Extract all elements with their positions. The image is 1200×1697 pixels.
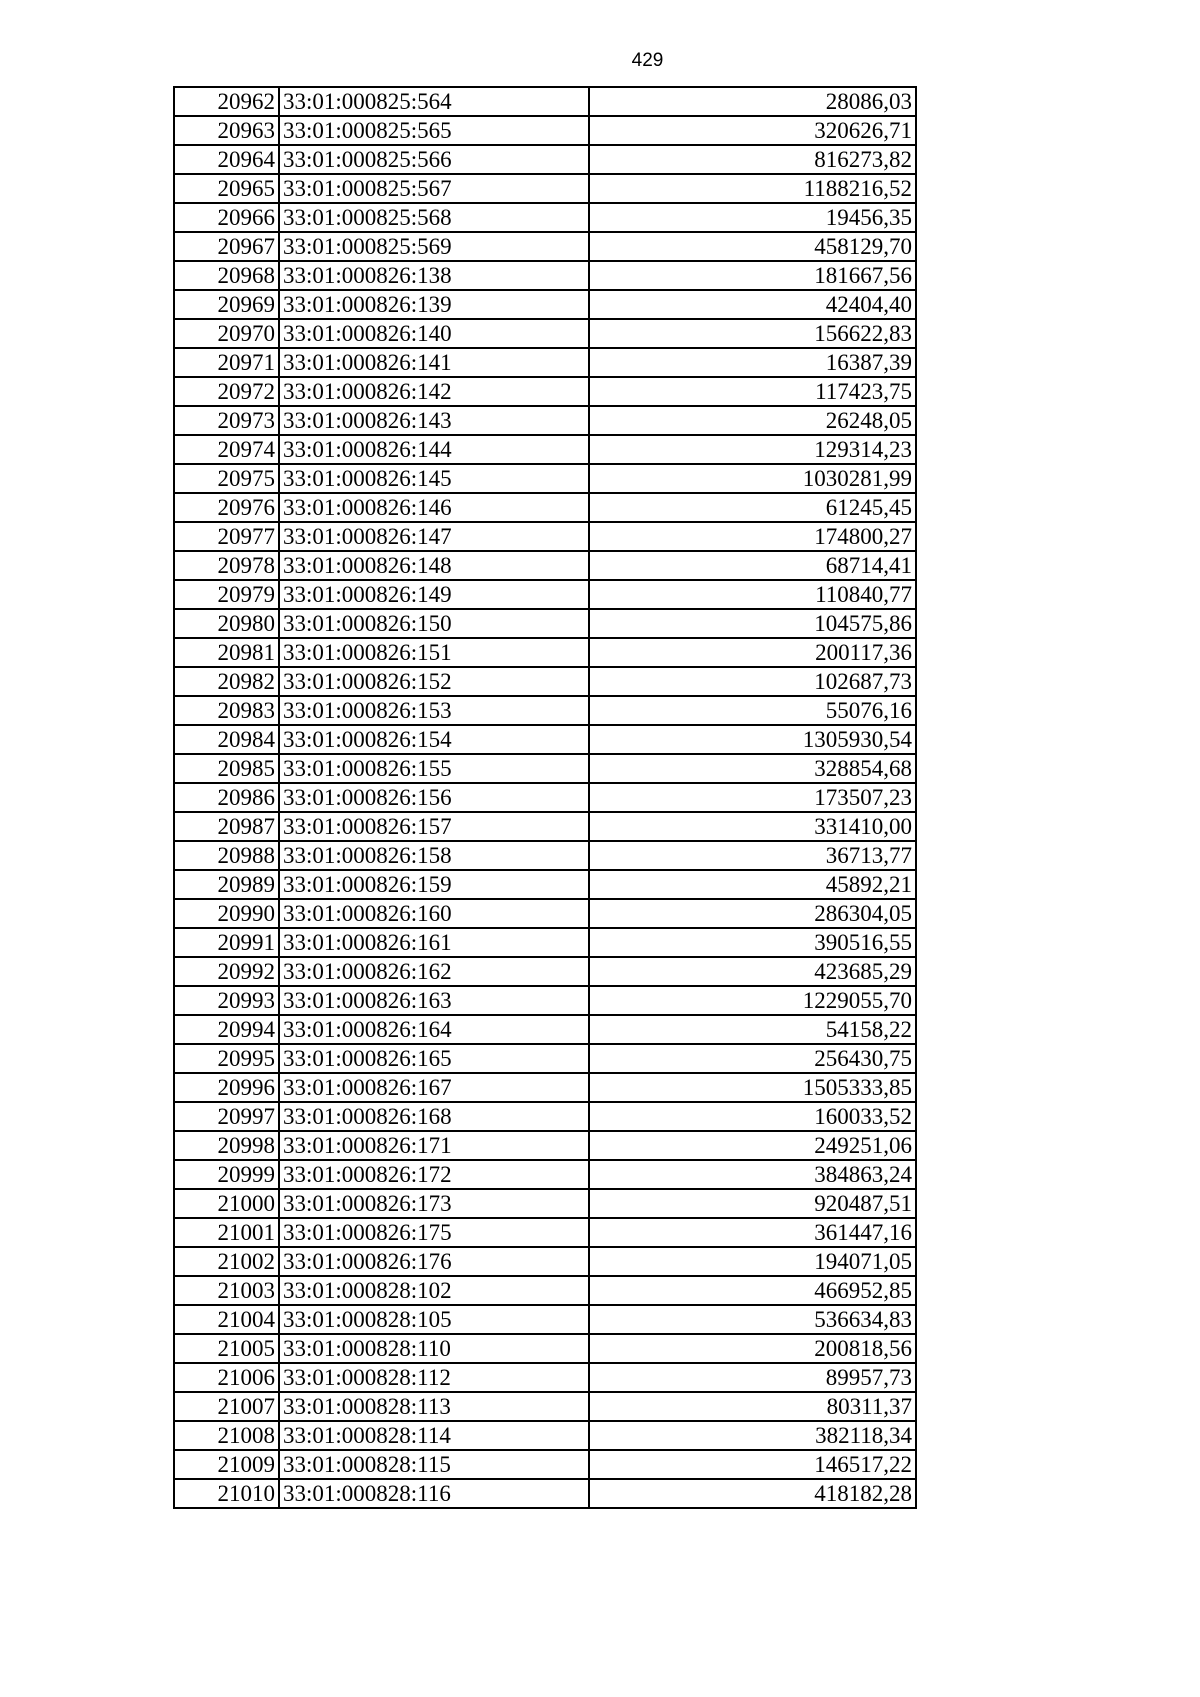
cadastral-number: 33:01:000826:167 [279, 1073, 589, 1102]
row-number: 21003 [174, 1276, 279, 1305]
row-number: 20995 [174, 1044, 279, 1073]
row-number: 21010 [174, 1479, 279, 1508]
row-number: 21002 [174, 1247, 279, 1276]
row-number: 20964 [174, 145, 279, 174]
cadastral-value: 256430,75 [589, 1044, 916, 1073]
cadastral-number: 33:01:000826:171 [279, 1131, 589, 1160]
table-row [174, 1102, 916, 1131]
table-row [174, 1305, 916, 1334]
cadastral-number: 33:01:000828:105 [279, 1305, 589, 1334]
table-row [174, 580, 916, 609]
cadastral-value: 200117,36 [589, 638, 916, 667]
cadastral-value: 384863,24 [589, 1160, 916, 1189]
row-number: 20996 [174, 1073, 279, 1102]
table-row [174, 203, 916, 232]
cadastral-value: 361447,16 [589, 1218, 916, 1247]
row-number: 21005 [174, 1334, 279, 1363]
cadastral-value: 54158,22 [589, 1015, 916, 1044]
table-row [174, 261, 916, 290]
table-row [174, 667, 916, 696]
cadastral-value: 382118,34 [589, 1421, 916, 1450]
cadastral-number: 33:01:000826:155 [279, 754, 589, 783]
row-number: 21006 [174, 1363, 279, 1392]
row-number: 20977 [174, 522, 279, 551]
cadastral-value: 466952,85 [589, 1276, 916, 1305]
row-number: 21001 [174, 1218, 279, 1247]
cadastral-value: 320626,71 [589, 116, 916, 145]
cadastral-value: 26248,05 [589, 406, 916, 435]
cadastral-value: 194071,05 [589, 1247, 916, 1276]
table-row [174, 1363, 916, 1392]
cadastral-value: 36713,77 [589, 841, 916, 870]
cadastral-value: 104575,86 [589, 609, 916, 638]
cadastral-value: 156622,83 [589, 319, 916, 348]
row-number: 20978 [174, 551, 279, 580]
row-number: 20983 [174, 696, 279, 725]
table-row [174, 841, 916, 870]
table-row [174, 928, 916, 957]
cadastral-number: 33:01:000826:146 [279, 493, 589, 522]
table-row [174, 899, 916, 928]
cadastral-value: 390516,55 [589, 928, 916, 957]
cadastral-value: 458129,70 [589, 232, 916, 261]
cadastral-number: 33:01:000826:165 [279, 1044, 589, 1073]
cadastral-value: 89957,73 [589, 1363, 916, 1392]
cadastral-value: 1305930,54 [589, 725, 916, 754]
cadastral-number: 33:01:000826:139 [279, 290, 589, 319]
cadastral-value: 200818,56 [589, 1334, 916, 1363]
row-number: 20962 [174, 87, 279, 116]
row-number: 20982 [174, 667, 279, 696]
cadastral-number: 33:01:000825:569 [279, 232, 589, 261]
cadastral-number: 33:01:000826:158 [279, 841, 589, 870]
table-row [174, 406, 916, 435]
row-number: 20988 [174, 841, 279, 870]
table-row [174, 986, 916, 1015]
row-number: 20967 [174, 232, 279, 261]
table-row [174, 1218, 916, 1247]
cadastral-number: 33:01:000826:172 [279, 1160, 589, 1189]
cadastral-value: 45892,21 [589, 870, 916, 899]
row-number: 20963 [174, 116, 279, 145]
cadastral-value: 61245,45 [589, 493, 916, 522]
row-number: 21009 [174, 1450, 279, 1479]
row-number: 20989 [174, 870, 279, 899]
cadastral-value: 328854,68 [589, 754, 916, 783]
cadastral-number: 33:01:000826:161 [279, 928, 589, 957]
table-row [174, 1189, 916, 1218]
cadastral-value: 173507,23 [589, 783, 916, 812]
cadastral-value: 80311,37 [589, 1392, 916, 1421]
row-number: 20969 [174, 290, 279, 319]
row-number: 20981 [174, 638, 279, 667]
row-number: 20987 [174, 812, 279, 841]
cadastral-number: 33:01:000826:175 [279, 1218, 589, 1247]
table-row [174, 1479, 916, 1508]
cadastral-value: 920487,51 [589, 1189, 916, 1218]
table-row [174, 957, 916, 986]
cadastral-number: 33:01:000825:565 [279, 116, 589, 145]
cadastral-number: 33:01:000826:148 [279, 551, 589, 580]
cadastral-number: 33:01:000826:153 [279, 696, 589, 725]
row-number: 20997 [174, 1102, 279, 1131]
cadastral-number: 33:01:000826:141 [279, 348, 589, 377]
cadastral-number: 33:01:000825:564 [279, 87, 589, 116]
cadastral-value: 418182,28 [589, 1479, 916, 1508]
cadastral-number: 33:01:000826:142 [279, 377, 589, 406]
row-number: 20968 [174, 261, 279, 290]
table-row [174, 1131, 916, 1160]
cadastral-value: 1505333,85 [589, 1073, 916, 1102]
table-row [174, 812, 916, 841]
row-number: 20990 [174, 899, 279, 928]
cadastral-number: 33:01:000826:138 [279, 261, 589, 290]
cadastral-number: 33:01:000826:164 [279, 1015, 589, 1044]
cadastral-number: 33:01:000826:159 [279, 870, 589, 899]
row-number: 20966 [174, 203, 279, 232]
cadastral-value: 286304,05 [589, 899, 916, 928]
table-row [174, 174, 916, 203]
table-row [174, 464, 916, 493]
table-row [174, 87, 916, 116]
cadastral-number: 33:01:000825:567 [279, 174, 589, 203]
row-number: 20994 [174, 1015, 279, 1044]
table-row [174, 551, 916, 580]
cadastral-value: 68714,41 [589, 551, 916, 580]
cadastral-number: 33:01:000826:157 [279, 812, 589, 841]
row-number: 20999 [174, 1160, 279, 1189]
table-row [174, 725, 916, 754]
table-row [174, 1015, 916, 1044]
table-row [174, 116, 916, 145]
cadastral-number: 33:01:000828:113 [279, 1392, 589, 1421]
cadastral-value: 42404,40 [589, 290, 916, 319]
cadastral-value: 536634,83 [589, 1305, 916, 1334]
page-number: 429 [631, 50, 664, 71]
cadastral-value: 1030281,99 [589, 464, 916, 493]
row-number: 20985 [174, 754, 279, 783]
table-row [174, 290, 916, 319]
table-row [174, 1247, 916, 1276]
cadastral-number: 33:01:000828:115 [279, 1450, 589, 1479]
table-row [174, 1073, 916, 1102]
cadastral-number: 33:01:000826:152 [279, 667, 589, 696]
table-row [174, 1334, 916, 1363]
table-row [174, 377, 916, 406]
cadastral-value: 102687,73 [589, 667, 916, 696]
table-row [174, 1450, 916, 1479]
table-row [174, 754, 916, 783]
cadastral-number: 33:01:000826:162 [279, 957, 589, 986]
cadastral-number: 33:01:000826:154 [279, 725, 589, 754]
row-number: 20974 [174, 435, 279, 464]
row-number: 20984 [174, 725, 279, 754]
table-row [174, 696, 916, 725]
cadastral-number: 33:01:000826:173 [279, 1189, 589, 1218]
row-number: 20975 [174, 464, 279, 493]
cadastral-value: 19456,35 [589, 203, 916, 232]
cadastral-value: 55076,16 [589, 696, 916, 725]
cadastral-value: 129314,23 [589, 435, 916, 464]
row-number: 20972 [174, 377, 279, 406]
table-row [174, 493, 916, 522]
row-number: 21004 [174, 1305, 279, 1334]
cadastral-number: 33:01:000826:140 [279, 319, 589, 348]
table-row [174, 522, 916, 551]
cadastral-value: 117423,75 [589, 377, 916, 406]
cadastral-value: 160033,52 [589, 1102, 916, 1131]
row-number: 20998 [174, 1131, 279, 1160]
cadastral-value-table [173, 86, 917, 1509]
table-row [174, 1044, 916, 1073]
table-row [174, 1392, 916, 1421]
table-row [174, 319, 916, 348]
cadastral-number: 33:01:000826:150 [279, 609, 589, 638]
cadastral-number: 33:01:000826:160 [279, 899, 589, 928]
cadastral-number: 33:01:000826:143 [279, 406, 589, 435]
cadastral-number: 33:01:000826:156 [279, 783, 589, 812]
row-number: 20980 [174, 609, 279, 638]
cadastral-number: 33:01:000826:149 [279, 580, 589, 609]
cadastral-number: 33:01:000826:163 [279, 986, 589, 1015]
cadastral-number: 33:01:000826:147 [279, 522, 589, 551]
cadastral-value: 174800,27 [589, 522, 916, 551]
cadastral-number: 33:01:000826:168 [279, 1102, 589, 1131]
table-row [174, 783, 916, 812]
row-number: 20991 [174, 928, 279, 957]
cadastral-number: 33:01:000825:566 [279, 145, 589, 174]
row-number: 20973 [174, 406, 279, 435]
cadastral-number: 33:01:000828:102 [279, 1276, 589, 1305]
cadastral-value: 249251,06 [589, 1131, 916, 1160]
row-number: 20979 [174, 580, 279, 609]
row-number: 21000 [174, 1189, 279, 1218]
cadastral-number: 33:01:000826:144 [279, 435, 589, 464]
cadastral-value: 1188216,52 [589, 174, 916, 203]
cadastral-value: 423685,29 [589, 957, 916, 986]
cadastral-value: 146517,22 [589, 1450, 916, 1479]
table-row [174, 1276, 916, 1305]
row-number: 20965 [174, 174, 279, 203]
table-row [174, 348, 916, 377]
table-row [174, 609, 916, 638]
table-row [174, 638, 916, 667]
table-body [174, 87, 916, 1508]
row-number: 21007 [174, 1392, 279, 1421]
cadastral-value: 110840,77 [589, 580, 916, 609]
row-number: 20993 [174, 986, 279, 1015]
cadastral-number: 33:01:000826:176 [279, 1247, 589, 1276]
cadastral-value: 181667,56 [589, 261, 916, 290]
row-number: 20992 [174, 957, 279, 986]
cadastral-number: 33:01:000828:110 [279, 1334, 589, 1363]
row-number: 20976 [174, 493, 279, 522]
table-row [174, 870, 916, 899]
cadastral-number: 33:01:000828:112 [279, 1363, 589, 1392]
table-row [174, 435, 916, 464]
cadastral-number: 33:01:000826:151 [279, 638, 589, 667]
cadastral-number: 33:01:000826:145 [279, 464, 589, 493]
cadastral-value: 28086,03 [589, 87, 916, 116]
cadastral-value: 331410,00 [589, 812, 916, 841]
row-number: 20971 [174, 348, 279, 377]
table-row [174, 145, 916, 174]
cadastral-value: 1229055,70 [589, 986, 916, 1015]
cadastral-number: 33:01:000828:116 [279, 1479, 589, 1508]
row-number: 21008 [174, 1421, 279, 1450]
cadastral-value: 816273,82 [589, 145, 916, 174]
table-row [174, 1421, 916, 1450]
row-number: 20986 [174, 783, 279, 812]
table-row [174, 1160, 916, 1189]
table-row [174, 232, 916, 261]
cadastral-value: 16387,39 [589, 348, 916, 377]
cadastral-number: 33:01:000825:568 [279, 203, 589, 232]
cadastral-number: 33:01:000828:114 [279, 1421, 589, 1450]
row-number: 20970 [174, 319, 279, 348]
